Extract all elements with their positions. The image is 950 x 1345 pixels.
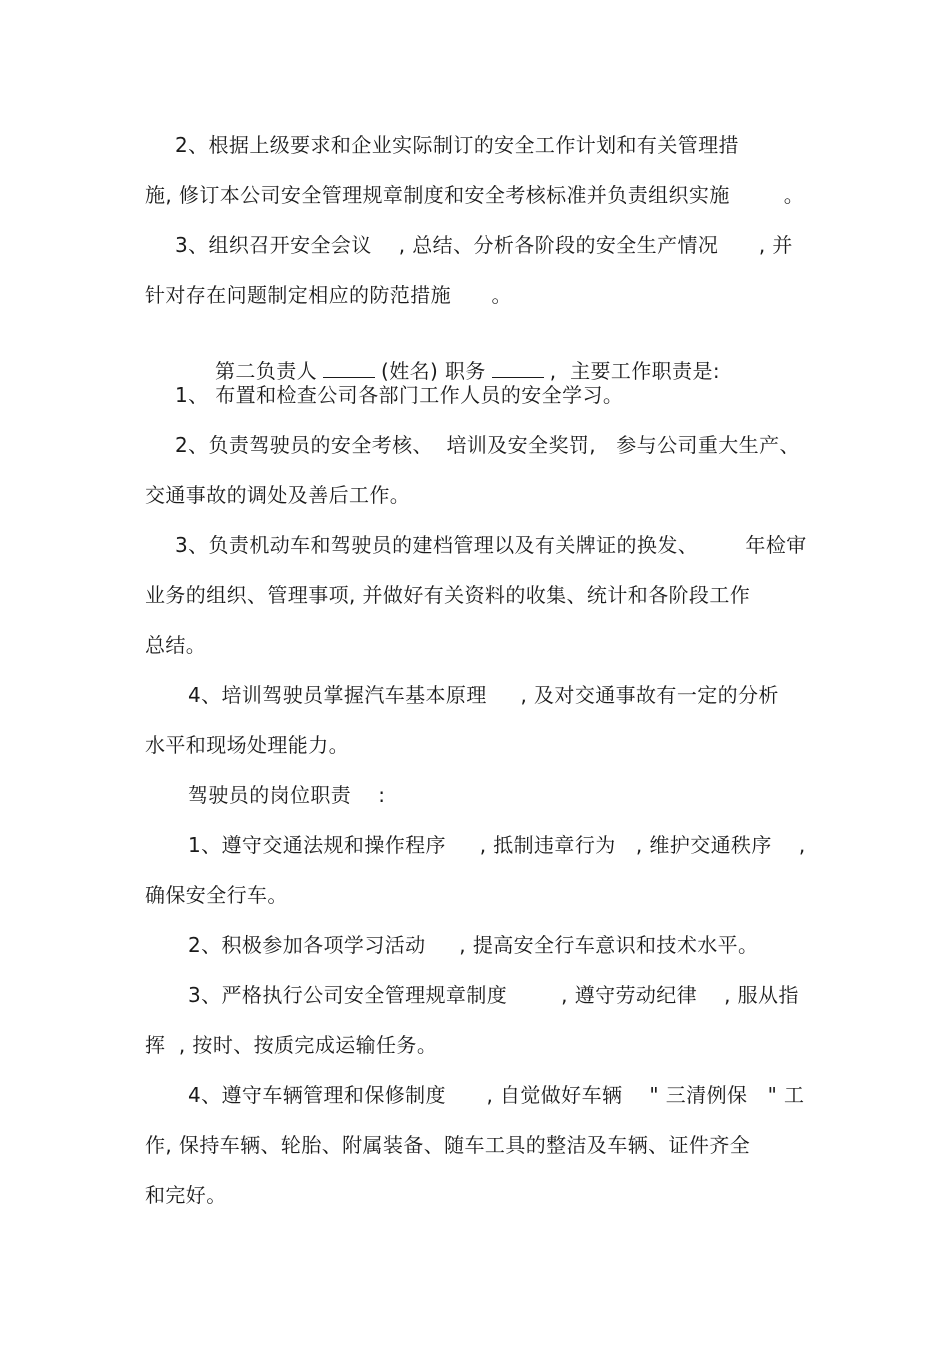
duties-label: , 主要工作职责是:	[549, 359, 721, 383]
paragraph-line: 2、积极参加各项学习活动 , 提高安全行车意识和技术水平。	[188, 933, 759, 957]
paragraph-line: 确保安全行车。	[145, 883, 288, 907]
paragraph-line: 1、 布置和检查公司各部门工作人员的安全学习。	[175, 383, 624, 407]
paragraph-line: 4、培训驾驶员掌握汽车基本原理 , 及对交通事故有一定的分析	[188, 683, 779, 707]
paragraph-line: 施, 修订本公司安全管理规章制度和安全考核标准并负责组织实施 。	[145, 183, 805, 207]
paragraph-line: 业务的组织、管理事项, 并做好有关资料的收集、统计和各阶段工作	[145, 583, 751, 607]
paragraph-line: 作, 保持车辆、轮胎、附属装备、随车工具的整洁及车辆、证件齐全	[145, 1133, 751, 1157]
paragraph-line: 2、根据上级要求和企业实际制订的安全工作计划和有关管理措	[175, 133, 739, 157]
second-responsible-label: 第二负责人	[215, 359, 318, 383]
paragraph-line: 2、负责驾驶员的安全考核、 培训及安全奖罚, 参与公司重大生产、	[175, 433, 800, 457]
paragraph-line: 交通事故的调处及善后工作。	[145, 483, 411, 507]
paragraph-line: 3、组织召开安全会议 , 总结、分析各阶段的安全生产情况 , 并	[175, 233, 793, 257]
paragraph-line: 4、遵守车辆管理和保修制度 , 自觉做好车辆 " 三清例保 " 工	[188, 1083, 805, 1107]
paragraph-line: 总结。	[145, 633, 207, 657]
paragraph-line: 1、遵守交通法规和操作程序 , 抵制违章行为 , 维护交通秩序 ,	[188, 833, 806, 857]
name-position-label: (姓名) 职务	[381, 359, 486, 383]
paragraph-line: 针对存在问题制定相应的防范措施 。	[145, 283, 512, 307]
paragraph-line: 挥 , 按时、按质完成运输任务。	[145, 1033, 438, 1057]
paragraph-line: 水平和现场处理能力。	[145, 733, 349, 757]
paragraph-line: 3、负责机动车和驾驶员的建档管理以及有关牌证的换发、 年检审	[175, 533, 807, 557]
position-blank	[492, 359, 544, 378]
section-heading: 驾驶员的岗位职责 :	[188, 783, 386, 807]
name-blank	[323, 359, 375, 378]
paragraph-line: 和完好。	[145, 1183, 227, 1207]
paragraph-line: 3、严格执行公司安全管理规章制度 , 遵守劳动纪律 , 服从指	[188, 983, 799, 1007]
